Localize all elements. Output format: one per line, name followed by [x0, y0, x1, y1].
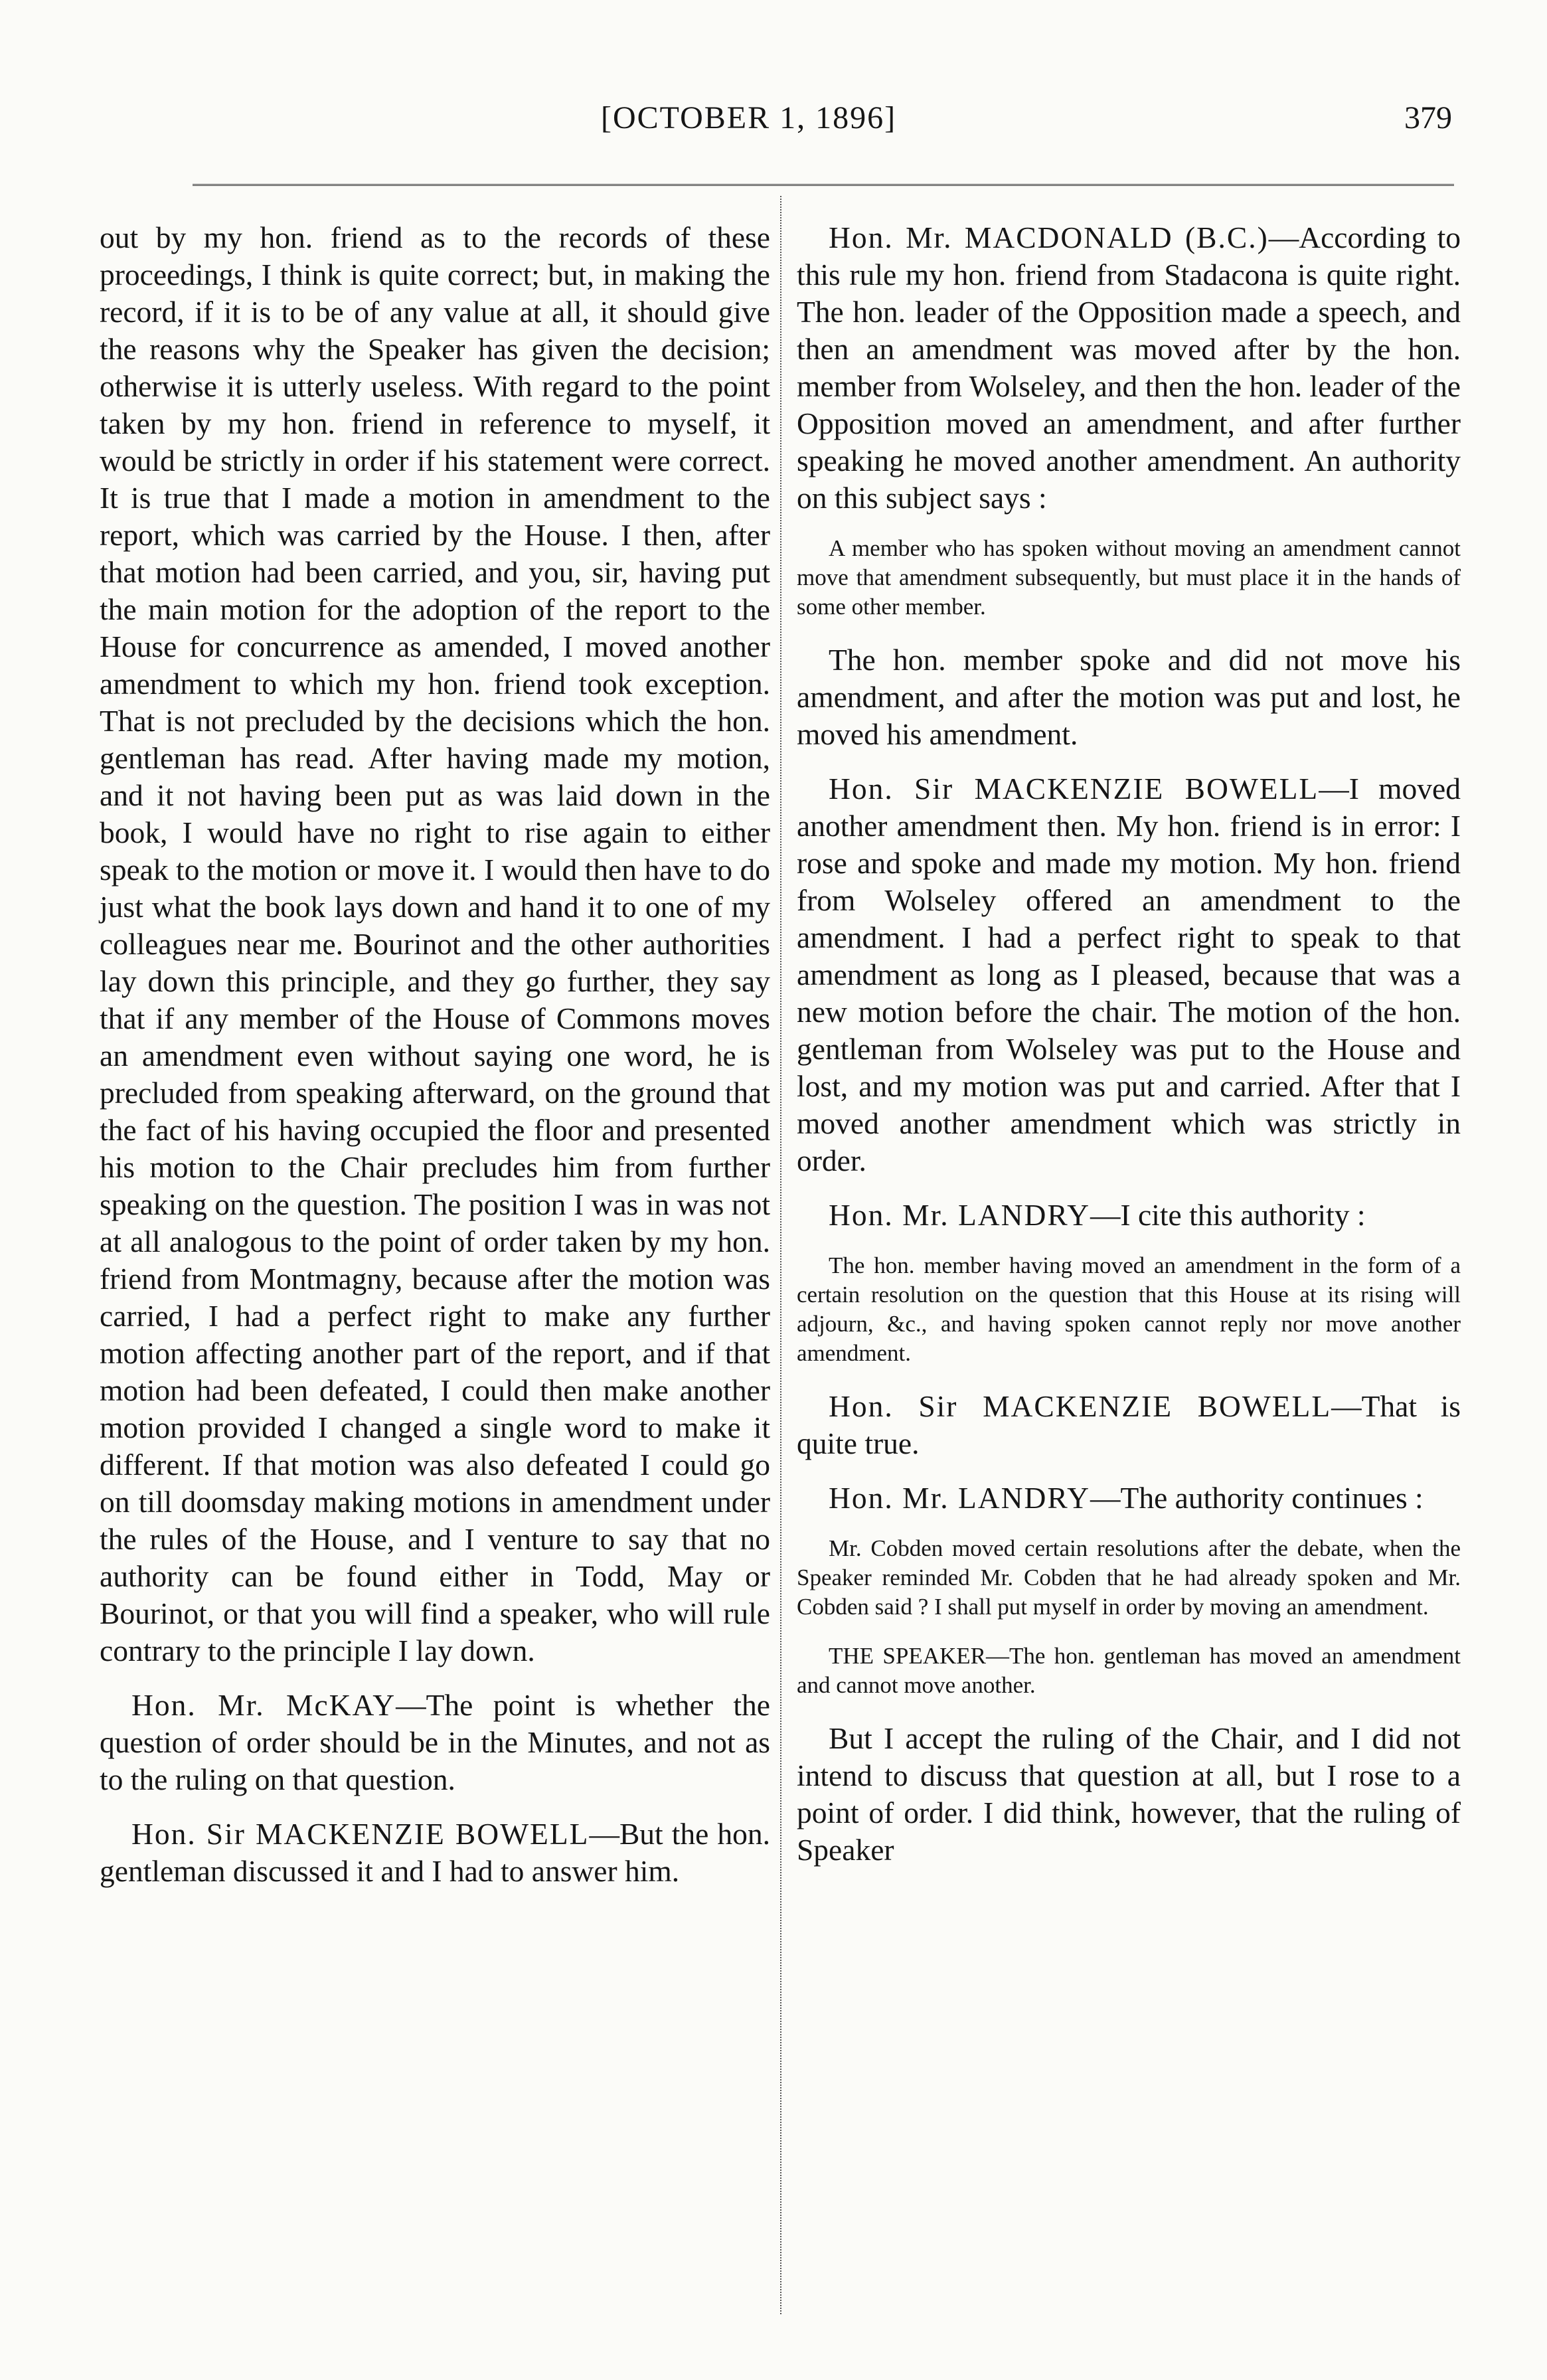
speech-text: —I moved another amendment then. My hon. friend is in error: I rose and spoke and made my motion. My hon. friend from Wolseley offered an amendment to the amendment. I had a perfect right to speak to that amendment as long as I pleased, because that was a new motion before the chair. The motion of the hon. gentleman from Wolseley was put to the House and lost, and my motion was put and carried. After that I moved another amendment which was strictly in order.: [797, 772, 1461, 1177]
speaker-name: Hon. Sir MACKENZIE BOWELL: [131, 1817, 590, 1851]
speech-text: —But the hon. gentleman discussed it and I had to answer him.: [100, 1817, 770, 1888]
speech-landry: [797, 1480, 1461, 1517]
quotation: A member who has spoken without moving an amendment cannot move that amendment subsequently, but must place it in the hands of some other member.: [797, 535, 1461, 620]
speech-bowell: [797, 1388, 1461, 1462]
speaker-name: Hon. Sir MACKENZIE BOWELL: [829, 772, 1319, 806]
speech-text: —According to this rule my hon. friend from Stadacona is quite right. The hon. leader of the Opposition made a speech, and then an amendment was moved after by the hon. member from Wolseley, and then the hon. leader of the Opposition moved an amendment, and after further speaking he moved another amendment. An authority on this subject says :: [797, 220, 1461, 515]
speech-text: —The point is whether the question of order should be in the Minutes, and not as to the ruling on that question.: [100, 1688, 770, 1796]
paragraph: But I accept the ruling of the Chair, and I did not intend to discuss that question at all, but I rose to a point of order. I did think, however, that the ruling of Speaker: [797, 1721, 1461, 1867]
quotation: THE SPEAKER—The hon. gentleman has moved an amendment and cannot move another.: [797, 1643, 1461, 1698]
column-divider: [780, 196, 781, 2314]
speech-text: —The authority continues :: [1090, 1481, 1424, 1515]
paragraph: out by my hon. friend as to the records of these proceedings, I think is quite correct; but, in making the record, if it is to be of any value at all, it should give the reasons why the Speaker has given the decision; otherwise it is utterly useless. With regard to the point taken by my hon. friend in reference to myself, it would be strictly in order if his statement were correct. It is true that I made a motion in amendment to the report, which was carried by the House. I then, after that motion had been carried, and you, sir, having put the main motion for the adoption of the report to the House for concurrence as amended, I moved another amendment to which my hon. friend took exception. That is not precluded by the decisions which the hon. gentleman has read. After having made my motion, and it not having been put as was laid down in the book, I would have no right to rise again to either speak to the motion or move it. I would then have to do just what the book lays down and hand it to one of my colleagues near me. Bourinot and the other authorities lay down this principle, and they go further, they say that if any member of the House of Commons moves an amendment even without saying one word, he is precluded from speaking afterward, on the ground that the fact of his having occupied the floor and presented his motion to the Chair precludes him from further speaking on the question. The position I was in was not at all analogous to the point of order taken by my hon. friend from Montmagny, because after the motion was carried, I had a perfect right to make any further motion affecting another part of the report, and if that motion had been defeated, I could then make another motion provided I changed a single word to make it different. If that motion was also defeated I could go on till doomsday making motions in amendment under the rules of the House, and I venture to say that no authority can be found either in Todd, May or Bourinot, or that you will find a speaker, who will rule contrary to the principle I lay down.: [100, 220, 770, 1667]
speech-bowell: [797, 770, 1461, 1179]
quotation: The hon. member having moved an amendment in the form of a certain resolution on the question that this House at its rising will adjourn, &c., and having spoken cannot reply nor move another amendment.: [797, 1252, 1461, 1366]
speaker-name: Hon. Mr. MACDONALD (B.C.): [829, 220, 1269, 254]
quotation: Mr. Cobden moved certain resolutions after the debate, when the Speaker reminded Mr. Cobden that he had already spoken and Mr. Cobden said ? I shall put myself in order by moving an amendment.: [797, 1535, 1461, 1620]
speech-text: —That is quite true.: [797, 1389, 1461, 1460]
right-column: [797, 219, 1461, 1886]
header-rule: [193, 184, 1454, 186]
speech-bowell: [100, 1816, 770, 1890]
paragraph: The hon. member spoke and did not move his amendment, and after the motion was put and lost, he moved his amendment.: [797, 643, 1461, 751]
header-date: [OCTOBER 1, 1896]: [601, 100, 897, 135]
speech-mckay: [100, 1687, 770, 1798]
speaker-name: Hon. Mr. McKAY: [131, 1688, 396, 1722]
speaker-name: Hon. Sir MACKENZIE BOWELL: [829, 1389, 1332, 1423]
page-number: 379: [1404, 100, 1452, 135]
speaker-name: Hon. Mr. LANDRY: [829, 1198, 1091, 1232]
speech-text: —I cite this authority :: [1090, 1198, 1366, 1232]
speech-landry: [797, 1197, 1461, 1234]
speech-macdonald: [797, 219, 1461, 517]
left-column: [100, 219, 770, 1907]
speaker-name: Hon. Mr. LANDRY: [829, 1481, 1091, 1515]
